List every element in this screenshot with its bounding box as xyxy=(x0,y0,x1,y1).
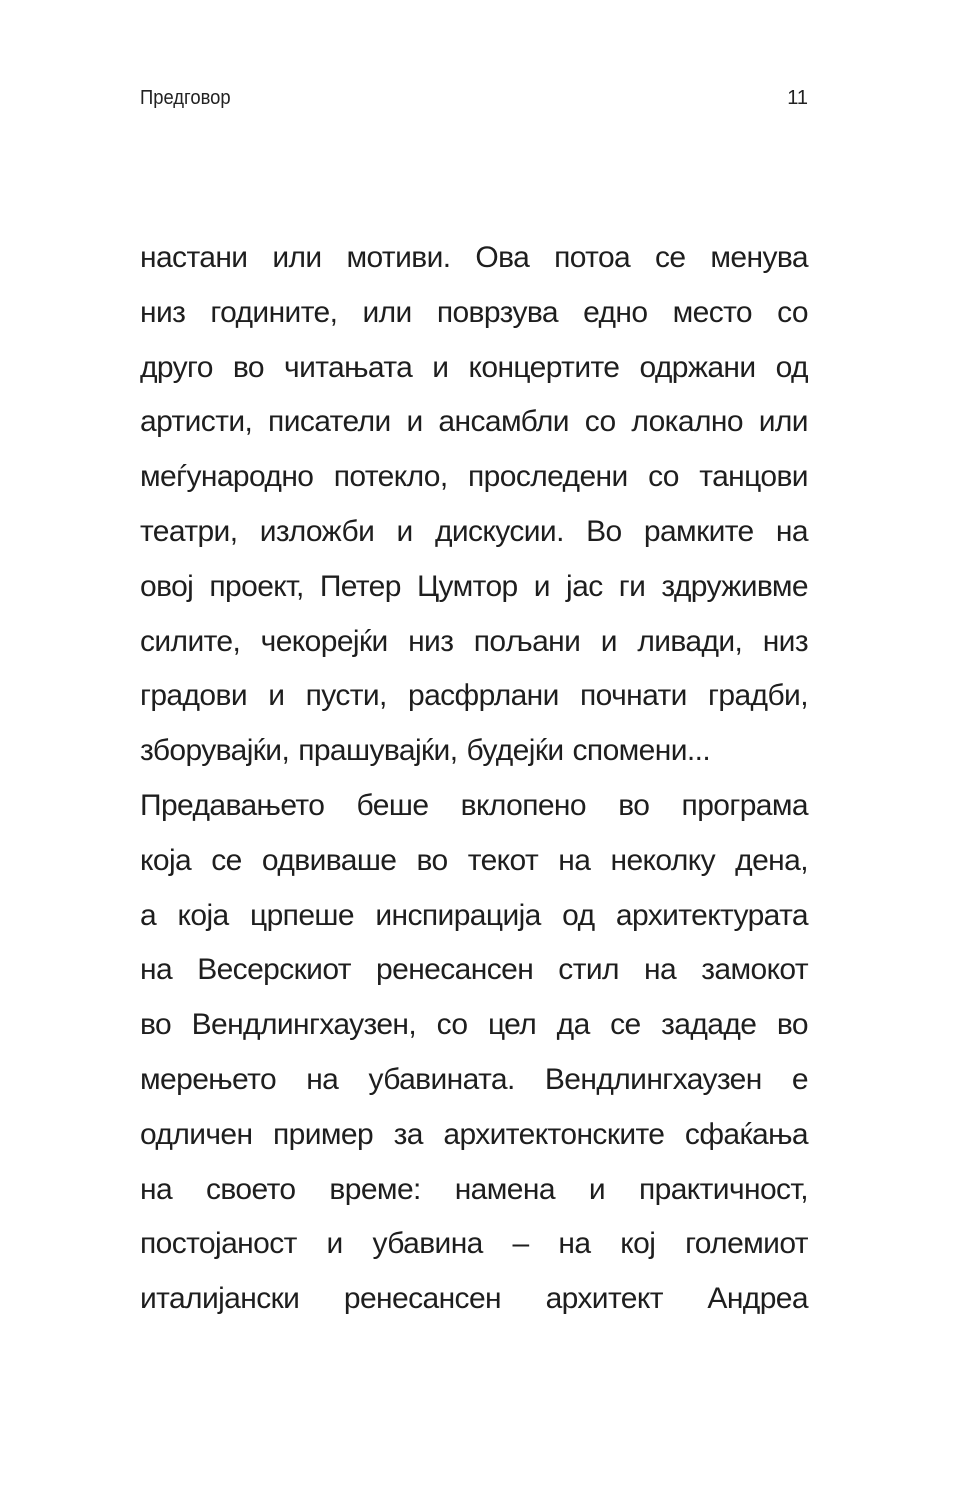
word: пољани xyxy=(473,624,581,658)
word: Вендлингхаузен, xyxy=(191,1008,417,1042)
word: цел xyxy=(487,1008,537,1042)
text-line xyxy=(140,450,808,505)
word: во xyxy=(776,1008,808,1042)
word: со xyxy=(436,1008,468,1042)
word: рамките xyxy=(643,514,754,548)
word: сфаќања xyxy=(684,1117,808,1151)
word: и xyxy=(406,405,423,439)
word: беше xyxy=(356,788,429,822)
word: која xyxy=(177,898,229,932)
word: а xyxy=(140,898,157,932)
text-line xyxy=(140,1217,808,1272)
word: проследени xyxy=(468,460,628,494)
word: дискусии. xyxy=(434,514,564,548)
word: и xyxy=(326,1227,343,1261)
word: артисти, xyxy=(140,405,253,439)
text-line xyxy=(140,615,808,670)
word: неколку xyxy=(610,843,716,877)
word: одличен xyxy=(140,1117,253,1151)
word: од xyxy=(562,898,595,932)
word: вклопено xyxy=(460,788,586,822)
page-number: 11 xyxy=(787,87,808,109)
word: на xyxy=(558,843,591,877)
word: одржани xyxy=(639,350,756,384)
word: овој xyxy=(140,569,194,603)
word: зборувајќи, xyxy=(140,734,290,768)
word: намена xyxy=(454,1172,555,1206)
text-line xyxy=(140,341,808,396)
text-line xyxy=(140,231,808,286)
word: писатели xyxy=(268,405,391,439)
text-line xyxy=(140,395,808,450)
word: архитектурата xyxy=(615,898,808,932)
word: чекорејќи xyxy=(260,624,388,658)
word: се xyxy=(655,241,686,274)
word: во xyxy=(618,788,650,822)
word: Петер xyxy=(319,569,401,603)
word: со xyxy=(777,295,808,329)
word: Во xyxy=(586,514,622,548)
word: на xyxy=(140,1172,173,1206)
word: постојаност xyxy=(140,1227,297,1261)
word: настани xyxy=(140,241,248,274)
word: е xyxy=(791,1062,808,1096)
word: стил xyxy=(558,953,619,987)
word: Предавањето xyxy=(140,788,325,822)
word: место xyxy=(672,295,752,329)
word: ги xyxy=(618,569,646,603)
word: Вендлингхаузен xyxy=(544,1062,762,1096)
word: време: xyxy=(329,1172,421,1206)
running-header xyxy=(140,84,808,112)
word: низ xyxy=(408,624,454,658)
word: поврзува xyxy=(436,295,558,329)
text-line xyxy=(140,560,808,615)
word: на xyxy=(558,1227,591,1261)
word: и xyxy=(432,350,449,384)
text-line xyxy=(140,1053,808,1108)
section-title: Предговор xyxy=(140,87,231,109)
word: од xyxy=(775,350,808,384)
word: на xyxy=(140,953,173,987)
word: и xyxy=(396,514,413,548)
word: потекло, xyxy=(333,460,448,494)
word: или xyxy=(362,295,412,329)
word: Весерскиот xyxy=(197,953,351,987)
word: ансамбли xyxy=(438,405,569,439)
word: или xyxy=(758,405,808,439)
text-line xyxy=(140,1108,808,1163)
word: на xyxy=(306,1062,339,1096)
word: и xyxy=(268,679,285,713)
word: градови xyxy=(140,679,247,713)
word: расфрлани xyxy=(407,679,559,713)
word: мерењето xyxy=(140,1062,277,1096)
text-line xyxy=(140,889,808,944)
word: се xyxy=(610,1008,641,1042)
word: практичност, xyxy=(638,1172,808,1206)
word: зададе xyxy=(661,1008,757,1042)
word: изложби xyxy=(259,514,375,548)
word: текот xyxy=(467,843,539,877)
word: градби, xyxy=(708,679,808,713)
word: италијански xyxy=(140,1282,300,1316)
text-line xyxy=(140,779,808,834)
word: годините, xyxy=(210,295,338,329)
word: јас xyxy=(566,569,603,603)
word: на xyxy=(775,514,808,548)
text-line xyxy=(140,1163,808,1218)
word: за xyxy=(393,1117,423,1151)
text-line xyxy=(140,669,808,724)
word: пример xyxy=(273,1117,374,1151)
word: Ова xyxy=(475,241,530,274)
word: спомени... xyxy=(572,734,711,768)
word: ренесансен xyxy=(376,953,534,987)
word: архитектонските xyxy=(443,1117,665,1151)
word: дена, xyxy=(735,843,808,877)
word: црпеше xyxy=(250,898,354,932)
word: и xyxy=(588,1172,606,1206)
paragraph-1 xyxy=(140,231,808,779)
word: на xyxy=(644,953,677,987)
word: концертите xyxy=(468,350,620,384)
paragraph-2 xyxy=(140,779,808,1327)
word: проект, xyxy=(209,569,304,603)
body-text xyxy=(140,231,808,1327)
text-line xyxy=(140,286,808,341)
word: будејќи xyxy=(466,734,564,768)
text-line xyxy=(140,505,808,560)
word: убавината. xyxy=(368,1062,515,1096)
text-line xyxy=(140,834,808,889)
word: или xyxy=(272,241,322,274)
word: замокот xyxy=(701,953,808,987)
word: пусти, xyxy=(305,679,387,713)
word: низ xyxy=(762,624,808,658)
word: инспирација xyxy=(375,898,541,932)
word: танцови xyxy=(699,460,808,494)
word: меѓународно xyxy=(140,460,314,494)
word: во xyxy=(232,350,264,384)
text-line xyxy=(140,998,808,1053)
text-line xyxy=(140,943,808,998)
word: кој xyxy=(620,1227,656,1261)
word: со xyxy=(648,460,679,494)
word: и xyxy=(600,624,617,658)
word: Цумтор xyxy=(416,569,518,603)
word: своето xyxy=(206,1172,296,1206)
word: одвиваше xyxy=(261,843,397,877)
word: големиот xyxy=(685,1227,808,1261)
word: со xyxy=(584,405,616,439)
text-line xyxy=(140,1272,808,1327)
word: убавина xyxy=(372,1227,483,1261)
word: почнати xyxy=(580,679,687,713)
word: силите, xyxy=(140,624,241,658)
word: менува xyxy=(710,241,808,274)
word: локално xyxy=(631,405,743,439)
word: здруживме xyxy=(661,569,808,603)
word: потоа xyxy=(554,241,631,274)
word: ренесансен xyxy=(343,1282,502,1316)
word: се xyxy=(211,843,242,877)
word: ливади, xyxy=(637,624,743,658)
word: архитект xyxy=(545,1282,663,1316)
word: Андреа xyxy=(707,1282,808,1316)
word: програма xyxy=(681,788,808,822)
word: театри, xyxy=(140,514,238,548)
word: во xyxy=(416,843,448,877)
word: друго xyxy=(140,350,213,384)
word: прашувајќи, xyxy=(298,734,458,768)
word: да xyxy=(556,1008,590,1042)
word: – xyxy=(512,1227,529,1261)
word: читањата xyxy=(284,350,413,384)
word: која xyxy=(140,843,192,877)
word: едно xyxy=(583,295,648,329)
text-line xyxy=(140,724,808,779)
word: низ xyxy=(140,295,186,329)
word: и xyxy=(533,569,550,603)
word: во xyxy=(140,1008,172,1042)
word: мотиви. xyxy=(346,241,451,274)
